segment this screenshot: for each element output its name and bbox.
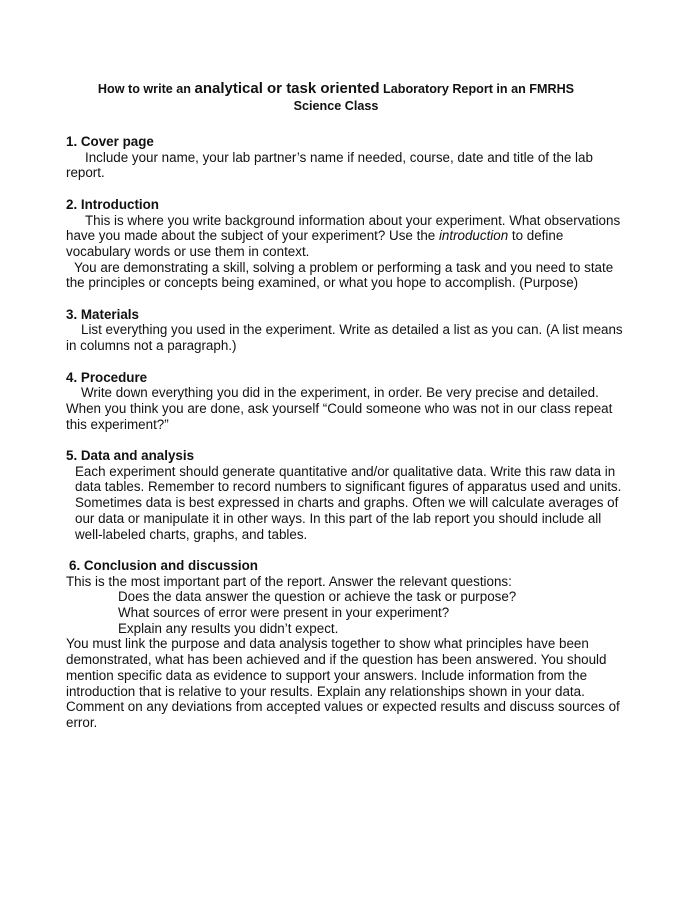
section-heading: 6. Conclusion and discussion xyxy=(69,557,258,573)
question-item: Does the data answer the question or achieve the task or purpose? xyxy=(118,589,517,605)
section-procedure xyxy=(66,370,626,433)
text-run: This is where you write background information about your experiment. What observations have you made about the subject of your experiment? Use the xyxy=(66,212,621,244)
section-paragraph xyxy=(66,213,626,260)
title-part-1: How to write an xyxy=(97,82,195,96)
section-paragraph: You must link the purpose and data analysis together to show what principles have been demonstrated, what has been achieved and if the question has been answered. You should mention specific data as evidence to support your answers. Include information from the introduction that is relative to your results. Explain any relationships shown in your data. Comment on any deviations from accepted values or expected results and discuss sources of error. xyxy=(66,636,620,730)
section-paragraph: Each experiment should generate quantitative and/or qualitative data. Write this raw data in data tables. Remember to record numbers to significant figures of apparatus used and units. Sometimes data is best expressed in charts and graphs. Often we will calculate averages of our data or manipulate it in other ways. In this part of the lab report you should include all well-labeled charts, graphs, and tables. xyxy=(75,463,622,542)
document-page xyxy=(66,80,626,731)
question-item: What sources of error were present in your experiment? xyxy=(118,605,450,621)
section-heading: 3. Materials xyxy=(66,306,139,322)
section-intro: This is the most important part of the report. Answer the relevant questions: xyxy=(66,573,512,589)
section-paragraph: You are demonstrating a skill, solving a problem or performing a task and you need to state the principles or concepts being examined, or what you hope to accomplish. (Purpose) xyxy=(66,259,614,291)
document-title xyxy=(66,80,606,115)
text-run: to define vocabulary words or use them in context. xyxy=(66,228,564,259)
section-cover-page xyxy=(66,134,626,181)
section-data-analysis xyxy=(66,448,626,542)
section-heading: 2. Introduction xyxy=(66,196,159,212)
section-paragraph: List everything you used in the experiment. Write as detailed a list as you can. (A list means in columns not a paragraph.) xyxy=(66,322,623,354)
title-part-3: Laboratory Report in an FMRHS xyxy=(379,82,575,96)
section-paragraph: Include your name, your lab partner’s name if needed, course, date and title of the lab report. xyxy=(66,149,593,181)
section-heading: 4. Procedure xyxy=(66,369,148,385)
section-materials xyxy=(66,307,626,354)
title-line-2: Science Class xyxy=(293,99,379,113)
section-introduction xyxy=(66,197,626,291)
emphasis-text: introduction xyxy=(438,228,509,244)
question-item: Explain any results you didn’t expect. xyxy=(118,620,339,636)
section-heading: 1. Cover page xyxy=(66,134,154,149)
title-emphasis: analytical or task oriented xyxy=(194,80,380,97)
section-heading: 5. Data and analysis xyxy=(66,448,195,463)
section-paragraph: Write down everything you did in the experiment, in order. Be very precise and detailed. When you think you are done, ask yourself “Could someone who was not in our class repeat this experiment?” xyxy=(66,385,613,432)
section-conclusion xyxy=(66,558,626,731)
